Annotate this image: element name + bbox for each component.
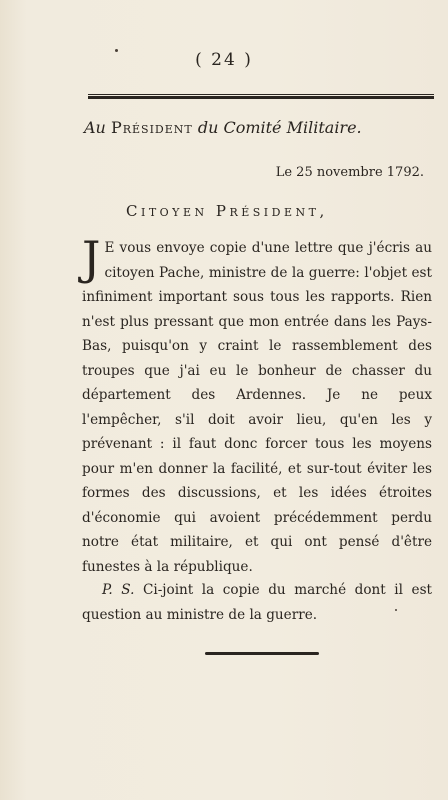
heading-prefix: Au	[84, 118, 106, 137]
letter-body	[82, 231, 432, 579]
postscript	[82, 578, 432, 627]
page-number: ( 24 )	[195, 50, 253, 70]
letter-body-text: E vous envoye copie d'une lettre que j'écris au citoyen Pache, ministre de la guerre: l'objet est infiniment important sous tous les rapports. Rien n'est plus pressant que mon entrée dans les Pays-Bas, puisqu'on y craint le rassemblement des troupes que j'ai eu le bonheur de chasser du département des Ardennes. Je ne peux l'empêcher, s'il doit avoir lieu, qu'en les y prévenant : il faut donc forcer tous les moyens pour m'en donner la facilité, et sur-tout éviter les formes des discussions, et les idées étroites d'économie qui avoient précédemment perdu notre état militaire, et qui ont pensé d'être funestes à la république.	[82, 240, 432, 575]
bottom-rule	[205, 652, 319, 655]
postscript-label: P. S.	[102, 582, 135, 598]
heading-suffix: du Comité Militaire.	[197, 118, 362, 137]
letter-date: Le 25 novembre 1792.	[275, 165, 424, 180]
drop-cap: J	[82, 231, 101, 285]
top-double-rule	[88, 94, 434, 99]
heading-title: Président	[110, 118, 193, 137]
letter-heading	[84, 118, 438, 137]
postscript-text: Ci-joint la copie du marché dont il est question au ministre de la guerre.	[82, 582, 433, 623]
salutation: Citoyen Président,	[126, 202, 328, 220]
